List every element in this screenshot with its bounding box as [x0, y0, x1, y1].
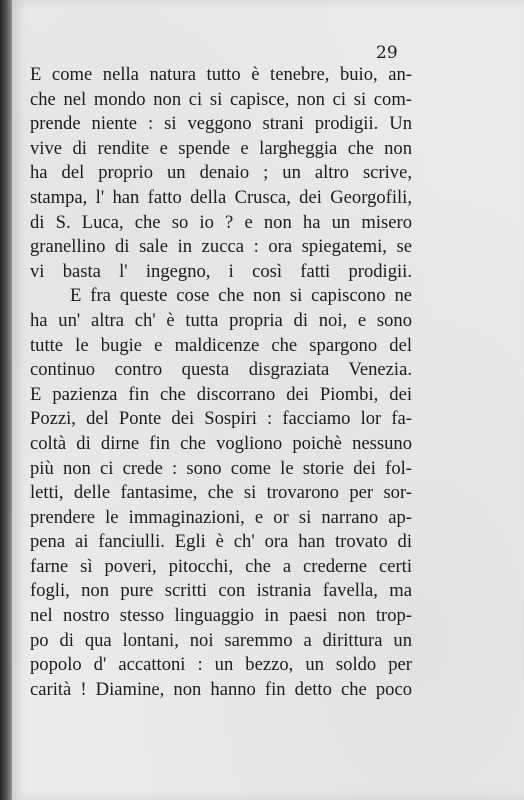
text-line: popolo d' accattoni : un bezzo, un soldo per: [30, 654, 412, 676]
book-page: [12, 0, 524, 800]
text-line: po di qua lontani, noi saremmo a dirittura un: [30, 629, 412, 651]
text-line: che nel mondo non ci si capisce, non ci si com-: [30, 88, 412, 110]
text-line: E come nella natura tutto è tenebre, buio, an-: [30, 64, 412, 85]
text-line: E pazienza fin che discorrano dei Piombi, dei: [30, 383, 412, 405]
text-line: granellino di sale in zucca : ora spiegatemi, se: [30, 236, 412, 258]
text-line: ha del proprio un denaio ; un altro scrive,: [30, 162, 412, 184]
text-line: Pozzi, del Ponte dei Sospiri : facciamo lor fa-: [30, 408, 412, 430]
text-line: di S. Luca, che so io ? e non ha un misero: [30, 211, 412, 233]
text-line: continuo contro questa disgraziata Venezia.: [30, 359, 412, 381]
text-line: fogli, non pure scritti con istrania favella, ma: [30, 580, 412, 602]
text-line: prende niente : si veggono strani prodigii. Un: [30, 113, 412, 135]
text-line: coltà di dirne fin che vogliono poichè nessuno: [30, 432, 412, 454]
text-line: stampa, l' han fatto della Crusca, dei Georgofili,: [30, 186, 412, 208]
text-line: vive di rendite e spende e largheggia che non: [30, 137, 412, 159]
text-line: letti, delle fantasime, che si trovarono per sor-: [30, 482, 412, 504]
text-line: pena ai fanciulli. Egli è ch' ora han trovato di: [30, 531, 412, 553]
text-line: carità ! Diamine, non hanno fin detto che poco: [30, 678, 412, 700]
text-line: prendere le immaginazioni, e or si narrano ap-: [30, 506, 412, 528]
text-line: tutte le bugie e maldicenze che spargono del: [30, 334, 412, 356]
page-body-text: [30, 63, 412, 702]
paragraph-first-line: E fra queste cose che non si capiscono ne: [70, 285, 412, 307]
text-line: ha un' altra ch' è tutta propria di noi, e sono: [30, 309, 412, 331]
text-line: farne sì poveri, pitocchi, che a crederne certi: [30, 555, 412, 577]
text-line: nel nostro stesso linguaggio in paesi non trop-: [30, 605, 412, 627]
text-line: vi basta l' ingegno, i così fatti prodigii.: [30, 260, 412, 282]
text-line: più non ci crede : sono come le storie dei fol-: [30, 457, 412, 479]
page-number: 29: [376, 43, 398, 63]
